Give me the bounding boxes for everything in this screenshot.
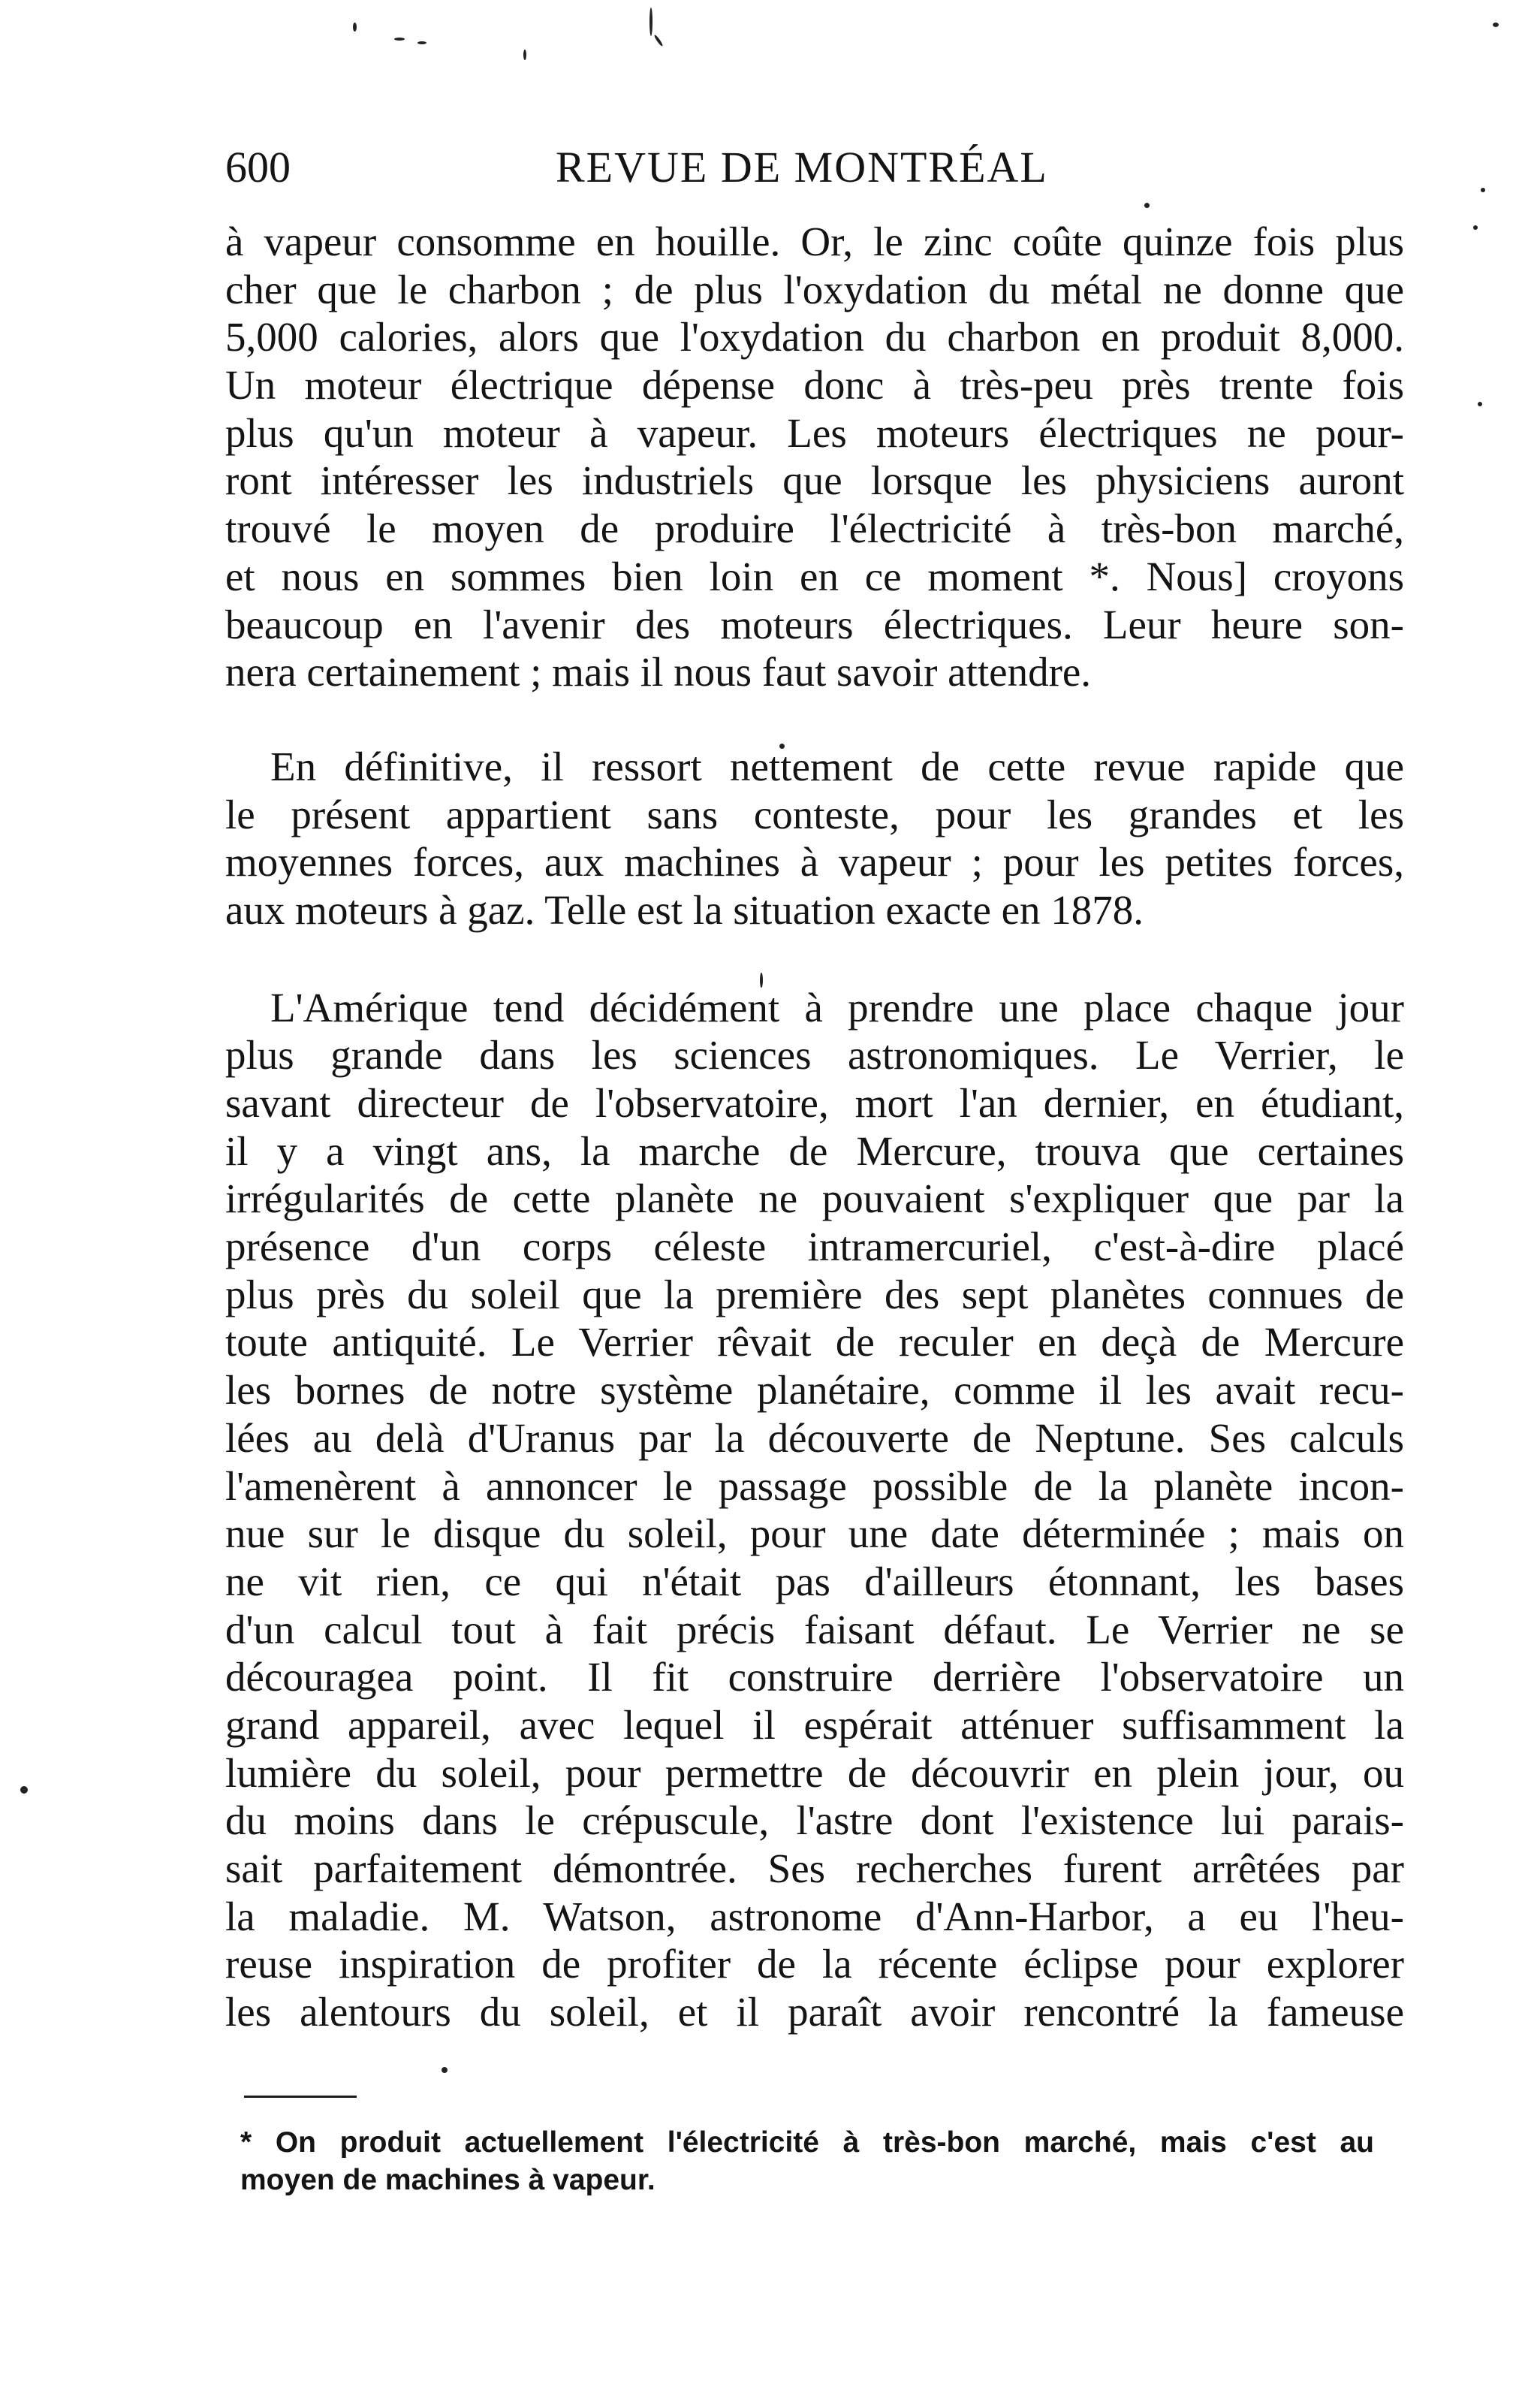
text-line: l'amenèrent à annoncer le passage possible de la planète incon- — [225, 1462, 1404, 1509]
text-line: d'un calcul tout à fait précis faisant défaut. Le Verrier ne se — [225, 1606, 1404, 1652]
text-line: il y a vingt ans, la marche de Mercure, trouva que certaines — [225, 1127, 1404, 1174]
scan-mark — [649, 8, 652, 36]
text-line: les bornes de notre système planétaire, comme il les avait recu- — [225, 1367, 1404, 1414]
text-line: nera certainement ; mais il nous faut savoir attendre. — [225, 649, 1092, 696]
footnote-line: moyen de machines à vapeur. — [240, 2164, 656, 2196]
text-line: lées au delà d'Uranus par la découverte de Neptune. Ses calculs — [225, 1414, 1404, 1461]
running-title: REVUE DE MONTRÉAL — [556, 143, 1048, 192]
text-line: irrégularités de cette planète ne pouvaient s'expliquer que par la — [225, 1175, 1404, 1222]
text-line: cher que le charbon ; de plus l'oxydation du métal ne donne que — [225, 266, 1404, 312]
paragraph-spacer — [225, 696, 1404, 743]
scan-mark — [20, 1786, 28, 1794]
text-line: plus grande dans les sciences astronomiques. Le Verrier, le — [225, 1032, 1404, 1079]
text-line: beaucoup en l'avenir des moteurs électriques. Leur heure son- — [225, 601, 1404, 647]
text-line: nue sur le disque du soleil, pour une date déterminée ; mais on — [225, 1510, 1404, 1557]
text-line: moyennes forces, aux machines à vapeur ; pour les petites forces, — [225, 839, 1404, 886]
scan-mark — [1478, 402, 1482, 406]
scan-mark — [417, 41, 426, 44]
page-header — [225, 141, 1404, 194]
text-line: les alentours du soleil, et il paraît avoir rencontré la fameuse — [225, 1989, 1404, 2035]
text-line: présence d'un corps céleste intramercuriel, c'est-à-dire placé — [225, 1224, 1404, 1270]
footnote — [240, 2124, 1374, 2199]
text-line: plus qu'un moteur à vapeur. Les moteurs électriques ne pour- — [225, 409, 1404, 456]
text-line: sait parfaitement démontrée. Ses recherches furent arrêtées par — [225, 1845, 1404, 1891]
text-line: savant directeur de l'observatoire, mort l'an dernier, en étudiant, — [225, 1080, 1404, 1126]
footnote-line: * On produit actuellement l'électricité à très-bon marché, mais c'est au — [240, 2126, 1374, 2159]
paragraph — [225, 218, 1404, 696]
text-line: L'Amérique tend décidément à prendre une place chaque jour — [270, 984, 1404, 1030]
text-line: ne vit rien, ce qui n'était pas d'ailleurs étonnant, les bases — [225, 1558, 1404, 1604]
text-line: En définitive, il ressort nettement de cette revue rapide que — [270, 743, 1404, 789]
paragraph-spacer — [225, 934, 1404, 984]
body-text — [225, 218, 1404, 2036]
text-line: 5,000 calories, alors que l'oxydation du charbon en produit 8,000. — [225, 314, 1404, 361]
footnote-rule — [244, 2096, 357, 2098]
scan-mark — [1144, 203, 1150, 208]
page-number: 600 — [225, 143, 291, 192]
text-line: Un moteur électrique dépense donc à très-peu près trente fois — [225, 362, 1404, 409]
text-line: plus près du soleil que la première des sept planètes connues de — [225, 1271, 1404, 1317]
paragraph — [225, 984, 1404, 2036]
text-line: trouvé le moyen de produire l'électricité à très-bon marché, — [225, 505, 1404, 552]
scan-mark — [353, 23, 357, 32]
text-line: toute antiquité. Le Verrier rêvait de reculer en deçà de Mercure — [225, 1319, 1404, 1365]
text-line: la maladie. M. Watson, astronome d'Ann-Harbor, a eu l'heu- — [225, 1893, 1404, 1939]
scan-mark — [653, 34, 664, 47]
text-line: aux moteurs à gaz. Telle est la situation exacte en 1878. — [225, 886, 1144, 933]
paragraph — [225, 743, 1404, 934]
scan-mark — [1473, 225, 1478, 230]
text-line: grand appareil, avec lequel il espérait atténuer suffisamment la — [225, 1701, 1404, 1748]
text-line: du moins dans le crépuscule, l'astre dont l'existence lui parais- — [225, 1797, 1404, 1844]
text-line: à vapeur consomme en houille. Or, le zinc coûte quinze fois plus — [225, 219, 1404, 264]
text-line: et nous en sommes bien loin en ce moment *. Nous] croyons — [225, 553, 1404, 599]
scan-mark — [1493, 23, 1499, 27]
scan-mark — [394, 38, 405, 41]
text-line: lumière du soleil, pour permettre de découvrir en plein jour, ou — [225, 1749, 1404, 1796]
text-line: découragea point. Il fit construire derrière l'observatoire un — [225, 1654, 1404, 1700]
scan-mark — [442, 2067, 448, 2073]
text-line: reuse inspiration de profiter de la récente éclipse pour explorer — [225, 1941, 1404, 1987]
text-line: ront intéresser les industriels que lorsque les physiciens auront — [225, 457, 1404, 504]
scan-mark — [1481, 188, 1485, 192]
text-line: le présent appartient sans conteste, pour les grandes et les — [225, 791, 1404, 837]
scan-mark — [523, 50, 526, 60]
